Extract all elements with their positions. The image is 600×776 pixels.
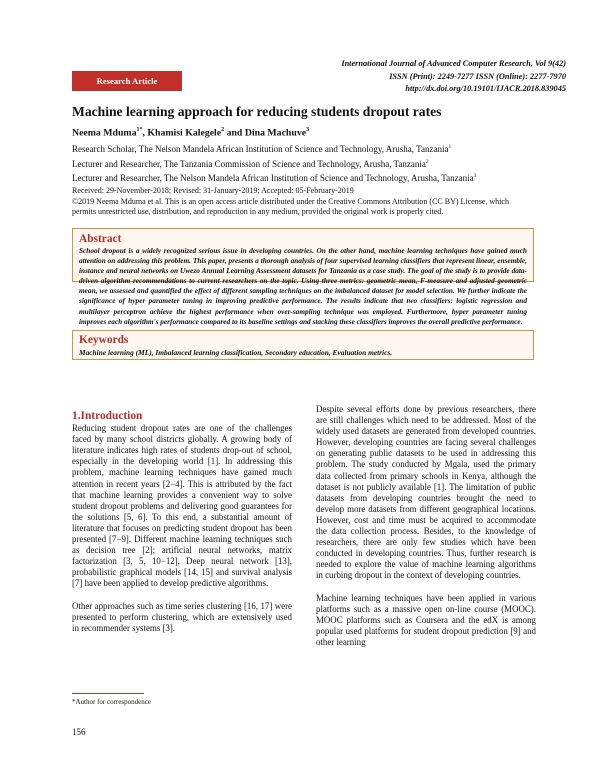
author-list: Neema Mduma$^{1*}$, Khamisi Kalegele$^2$ and Dina Machuve$^3$ (72, 127, 310, 139)
journal-info (341, 58, 566, 96)
author-sup: 2 (221, 127, 225, 133)
copyright: ©2019 Neema Mduma et al. This is an open access article distributed under the Creative Commons Attribution (CC BY) License, which permits unrestricted use, distribution, and reproduction in any medium, provided the original work is properly cited. (72, 196, 509, 217)
abstract-text: School dropout is a widely recognized serious issue in developing countries. On the other hand, machine learning techniques have gained much attention on addressing this problem. This paper, presents a thorough analysis of four supervised learning classifiers that represent linear, ensemble, instance and neural networks on Uwezo Annual Learning Assessment datasets for Tanzania as a case study. The goal of the study is to provide data-driven algorithm recommendations to current researchers on the topic. Using three metrics: geometric mean, F-measure and adjusted geometric mean, we assessed and quantified the effect of different sampling techniques on the imbalanced dataset for model selection. We further indicate the significance of hyper parameter tuning in improving predictive performance. The results indicate that two classifiers: logistic regression and multilayer perceptron achieve the highest performance when over-sampling technique was employed. Furthermore, hyper parameter tuning improves each algorithm's performance compared to its baseline settings and stacking these classifiers improves the overall predictive performance. (79, 246, 527, 326)
author-name: Khamisi Kalegele (147, 127, 222, 139)
keywords-heading: Keywords (79, 334, 129, 346)
abstract-box (72, 228, 534, 326)
journal-doi[interactable]: http://dx.doi.org/10.19101/IJACR.2018.839045 (405, 84, 566, 93)
right-column (316, 404, 536, 648)
left-column (72, 411, 292, 634)
affiliation: Lecturer and Researcher, The Nelson Mandela African Institution of Science and Technology, Arusha, Tanzania$^3$ (72, 173, 477, 184)
affiliation: Lecturer and Researcher, The Tanzania Commission of Science and Technology, Arusha, Tanzania$^2$ (72, 158, 429, 169)
keywords-box (72, 330, 534, 360)
author-sup: 3 (306, 127, 310, 133)
paragraph: Machine learning techniques have been applied in various platforms such as a massive open on-line course (MOOC). MOOC platforms such as Coursera and the edX is among popular used platforms for student dropout prediction [9] and other learning (316, 592, 536, 647)
affiliation: Research Scholar, The Nelson Mandela African Institution of Science and Technology, Arusha, Tanzania$^1$ (72, 144, 452, 154)
publication-info (72, 186, 534, 218)
author-name: Neema Mduma (72, 127, 137, 139)
dates: Received: 29-November-2018; Revised: 31-January-2019; Accepted: 05-February-2019 (72, 186, 354, 195)
paragraph: Reducing student dropout rates are one of the challenges faced by many school districts globally. A growing body of literature indicates high rates of students drop-out of school, especially in the developing world [1]. In addressing this problem, machine learning techniques have gained much attention in recent years [2−4]. This is attributed by the fact that machine learning provides a convenient way to solve student dropout problems and delivering good guarantees for the solutions [5, 6]. To this end, a substantial amount of literature that focuses on predicting student dropout has been presented [7−9]. Different machine learning techniques such as decision tree [2]; artificial neural networks, matrix factorization [3, 5, 10−12], Deep neural network [13], probabilistic graphical models [14, 15] and survival analysis [7] have been applied to develop predictive algorithms. (72, 423, 292, 589)
abstract-heading: Abstract (79, 233, 122, 245)
footnote-divider (72, 693, 144, 694)
paper-title: Machine learning approach for reducing students dropout rates (72, 104, 442, 119)
author-sup: 1* (136, 127, 143, 133)
article-type-badge: Research Article (72, 71, 182, 91)
journal-name: International Journal of Advanced Computer Research, Vol 9(42) (341, 59, 566, 68)
paragraph: Despite several efforts done by previous researchers, there are still challenges which need to be addressed. Most of the widely used datasets are generated from developed countries. However, developing countries are facing several challenges on generating public datasets to be used in addressing this problem. The study conducted by Mgala, used the primary data collected from primary schools in Kenya, although the dataset is not publicly available [1]. The limitation of public datasets from developing countries brought the need to develop more datasets from different geographical locations. However, cost and time must be acquired to accommodate the data collection process. Besides, to the knowledge of researchers, there are only few studies which have been conducted in developing countries. Thus, further research is needed to explore the value of machine learning algorithms in curbing dropout in the context of developing countries. (316, 404, 536, 581)
page-number: 156 (72, 727, 86, 737)
footnote: *Author for correspondence (72, 698, 151, 706)
paragraph: Other approaches such as time series clustering [16, 17] were presented to perform clustering, which are extensively used in recommender systems [3]. (72, 600, 292, 633)
journal-issn: ISSN (Print): 2249-7277 ISSN (Online): 2277-7970 (389, 71, 566, 81)
affiliations (72, 141, 476, 185)
author-name: Dina Machuve (244, 127, 307, 139)
keywords-text: Machine learning (ML), Imbalanced learning classification, Secondary education, Evaluation metrics. (79, 348, 393, 357)
introduction-heading: 1.Introduction (72, 410, 143, 422)
